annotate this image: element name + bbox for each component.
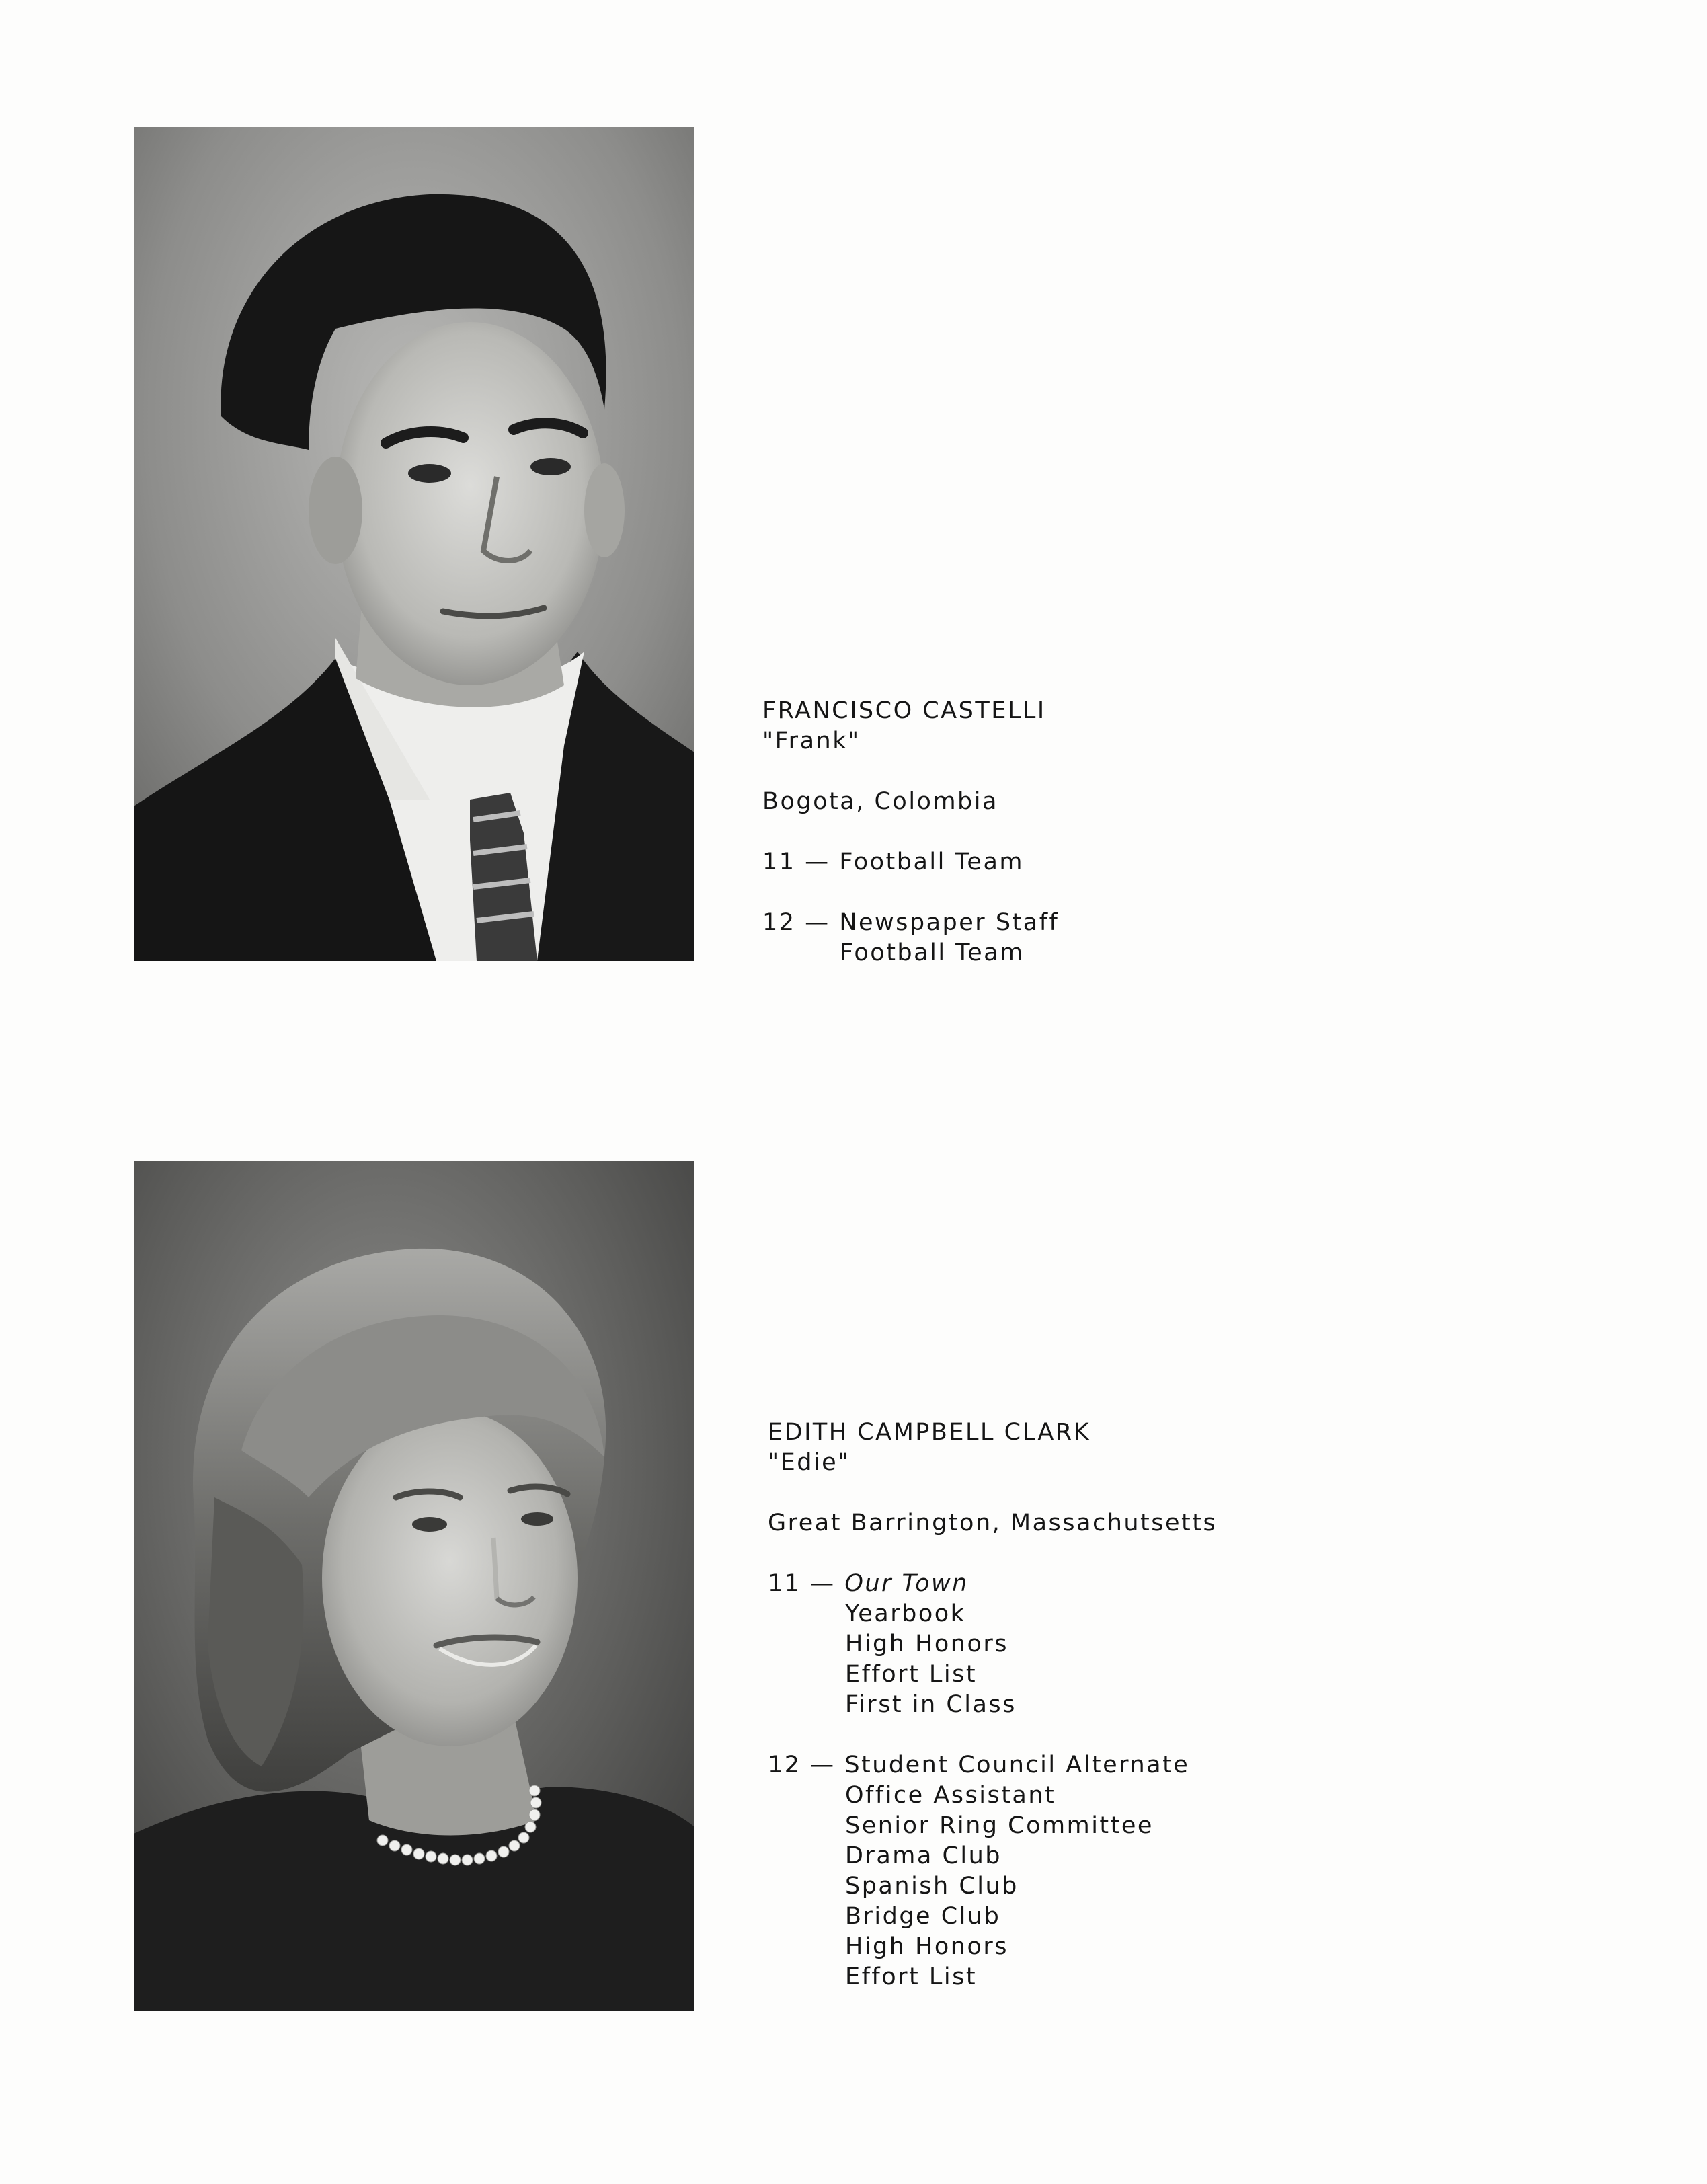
activity-item: Effort List [845,1963,978,1990]
activity-year-11: 11 — Our Town [768,1570,969,1597]
activity-item: Drama Club [845,1842,1002,1869]
student-hometown: Great Barrington, Massachutsetts [768,1510,1218,1536]
activity-year-12: 12 — Newspaper Staff [762,909,1060,936]
activity-item: Senior Ring Committee [845,1812,1154,1839]
activity-item: Effort List [845,1661,978,1688]
activity-item: Yearbook [845,1600,966,1627]
student-nickname: "Frank" [762,728,861,754]
activity-item: Football Team [840,939,1025,966]
student-name: FRANCISCO CASTELLI [762,697,1046,724]
portrait-illustration-female [134,1161,694,2011]
student-name: EDITH CAMPBELL CLARK [768,1419,1091,1446]
portrait-photo-francisco [134,127,694,961]
activity-item: High Honors [845,1933,1009,1960]
activity-item: Office Assistant [845,1782,1056,1809]
portrait-photo-edith [134,1161,694,2011]
activity-item: Spanish Club [845,1873,1019,1900]
activity-item: Our Town [844,1570,969,1597]
activity-item: First in Class [845,1691,1017,1718]
activity-item: Newspaper Staff [839,909,1060,936]
activity-item: Football Team [839,849,1024,875]
activity-year-12: 12 — Student Council Alternate [768,1752,1190,1779]
student-entry-francisco [762,696,1059,968]
student-nickname: "Edie" [768,1449,850,1476]
activity-year-11: 11 — Football Team [762,849,1024,875]
activity-item: High Honors [845,1631,1009,1658]
portrait-illustration-male [134,127,694,961]
student-hometown: Bogota, Colombia [762,788,998,815]
activity-item: Student Council Alternate [844,1752,1190,1779]
student-entry-edith [768,1417,1217,1992]
activity-item: Bridge Club [845,1903,1001,1930]
